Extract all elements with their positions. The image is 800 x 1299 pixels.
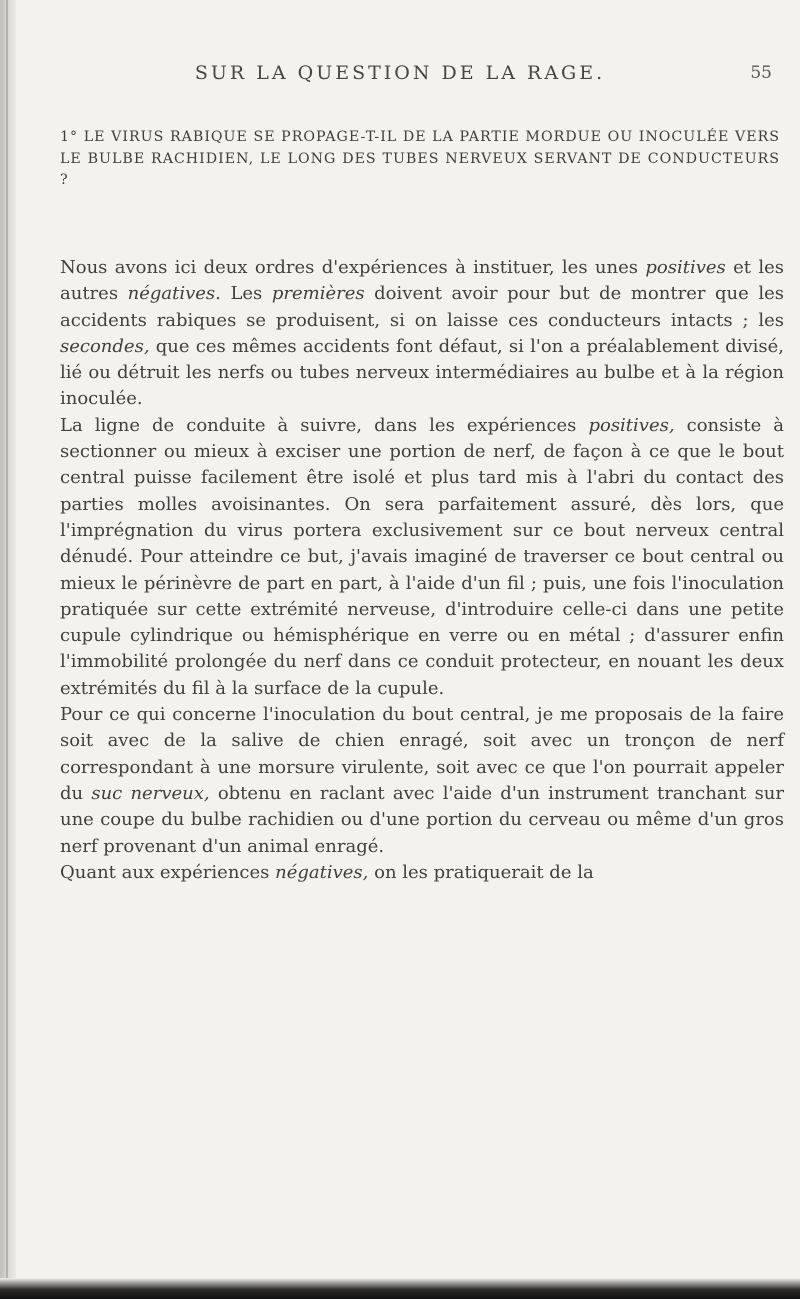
paragraph-1-text-a: Nous avons ici deux ordres d'expériences à instituer, les unes [60, 257, 646, 278]
paragraph-4-text-c: on les pratiquerait de la [368, 861, 594, 883]
paragraph-1-text-e: . Les [215, 283, 272, 305]
paragraph-4-text-a: Quant aux expériences [60, 861, 276, 883]
paragraph-4-italic-negatives: négatives, [275, 861, 369, 883]
paragraph-1-italic-positives: positives [645, 257, 726, 278]
paragraph-2-text-c: consiste à sectionner ou mieux à exciser une portion de nerf, de façon à ce que le bout central puisse facilement être isolé et plus tard mis à l'abri du contact des parties molles avoisinantes. On sera parfaitement assuré, dès lors, que l'imprégnation du virus portera exclusivement sur ce bout nerveux central dénudé. Pour atteindre ce but, j'avais imaginé de traverser ce bout central ou mieux le périnèvre de part en part, à l'aide d'un fil ; puis, une fois l'inoculation pratiquée sur cette extrémité nerveuse, d'introduire celle-ci dans une petite cupule cylindrique ou hémisphérique en verre ou en métal ; d'assurer enfin l'immobilité prolongée du nerf dans ce conduit protecteur, en nouant les deux extrémités du fil à la surface de la cupule. [60, 414, 785, 699]
section-heading [60, 127, 780, 192]
paragraph-2-italic-positives: positives, [588, 414, 675, 436]
paragraph-1-italic-premieres: premières [271, 283, 365, 305]
page-binding-edge [0, 0, 16, 1299]
paragraph-4 [60, 860, 784, 886]
page-bottom-shadow [0, 1278, 800, 1299]
paragraph-3-italic-suc-nerveux: suc nerveux, [91, 782, 210, 804]
running-title: SUR LA QUESTION DE LA RAGE. [194, 62, 606, 84]
body-text [60, 255, 784, 886]
paragraph-1-italic-negatives: négatives [127, 283, 216, 305]
paragraph-1-text-g: doivent avoir pour but de montrer que les accidents rabiques se produisent, si on laisse ces conducteurs intacts ; les [60, 283, 784, 331]
section-heading-text: LE VIRUS RABIQUE SE PROPAGE-T-IL DE LA PARTIE MORDUE OU INOCULÉE VERS LE BULBE RACHIDIEN, LE LONG DES TUBES NERVEUX SERVANT DE CONDUCTEURS ? [60, 129, 780, 188]
paragraph-1-italic-secondes: secondes, [60, 335, 150, 357]
paragraph-1-text-c: et les autres [60, 257, 784, 305]
paragraph-3 [60, 702, 784, 860]
paragraph-2-text-a: La ligne de conduite à suivre, dans les expériences [60, 414, 589, 436]
paragraph-2 [60, 413, 784, 702]
page-binding-line [6, 0, 8, 1299]
paragraph-3-text-a: Pour ce qui concerne l'inoculation du bout central, je me proposais de la faire soit avec de la salive de chien enragé, soit avec un tronçon de nerf correspondant à une morsure virulente, soit avec ce que l'on pourrait appeler du [60, 704, 784, 804]
paragraph-1 [60, 255, 784, 413]
page-number: 55 [750, 63, 772, 83]
running-head [0, 62, 800, 92]
section-number: 1° [60, 129, 79, 145]
paragraph-1-text-i: que ces mêmes accidents font défaut, si l'on a préalablement divisé, lié ou détruit les nerfs ou tubes nerveux intermédiaires au bulbe et à la région inoculée. [60, 335, 784, 410]
paragraph-3-text-c: obtenu en raclant avec l'aide d'un instrument tranchant sur une coupe du bulbe rachidien ou d'une portion du cerveau ou même d'un gros nerf provenant d'un animal enragé. [60, 782, 784, 857]
